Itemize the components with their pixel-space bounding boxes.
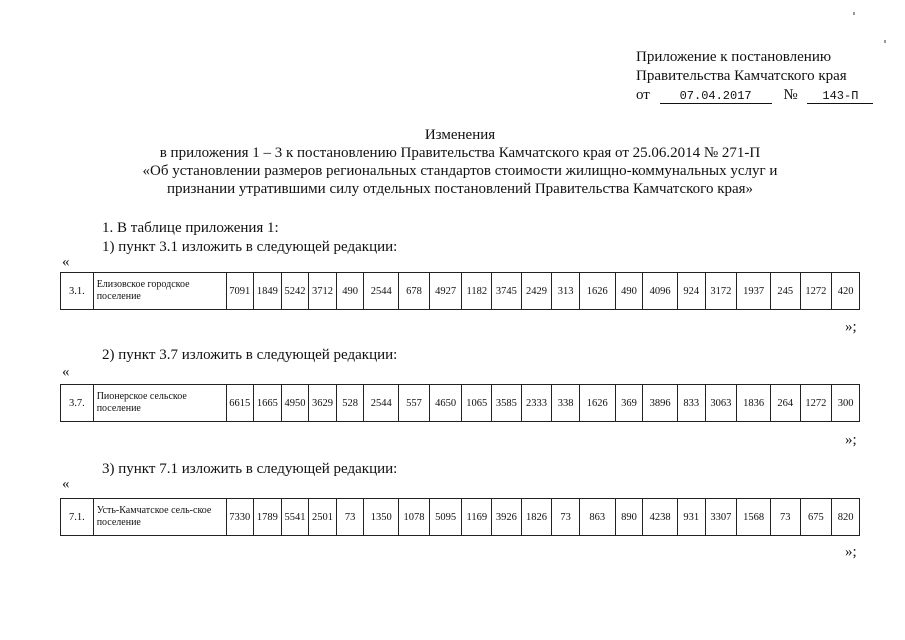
value-cell: 4238 — [643, 499, 678, 536]
value-cell: 1826 — [521, 499, 552, 536]
value-cell: 4927 — [429, 273, 462, 310]
section-intro: 1. В таблице приложения 1: — [102, 220, 279, 236]
value-cell: 3063 — [705, 385, 737, 422]
value-cell: 1065 — [462, 385, 492, 422]
value-cell: 3745 — [492, 273, 522, 310]
value-cell: 3926 — [492, 499, 522, 536]
value-cell: 73 — [770, 499, 800, 536]
header-line-2: Правительства Камчатского края — [636, 68, 847, 84]
number-label: № — [783, 87, 798, 103]
value-cell: 2429 — [521, 273, 552, 310]
title-heading: Изменения — [424, 127, 496, 143]
value-cell: 1182 — [462, 273, 492, 310]
close-quote: »; — [845, 544, 857, 560]
title-line-1: в приложения 1 – 3 к постановлению Правительства Камчатского края от 25.06.2014 № 271-П — [159, 145, 761, 161]
value-cell: 1626 — [579, 273, 615, 310]
number-field: 143-П — [807, 89, 873, 104]
value-cell: 931 — [677, 499, 705, 536]
settlement-name: Елизовское городское поселение — [93, 273, 226, 310]
document-header — [636, 48, 873, 105]
value-cell: 1626 — [579, 385, 615, 422]
item-instruction: 3) пункт 7.1 изложить в следующей редакции: — [102, 461, 398, 477]
open-quote: « — [62, 364, 70, 380]
value-cell: 313 — [552, 273, 580, 310]
value-cell: 7330 — [226, 499, 254, 536]
value-cell: 420 — [832, 273, 860, 310]
data-table — [60, 384, 860, 422]
value-cell: 4650 — [429, 385, 462, 422]
scan-mark — [884, 40, 886, 43]
value-cell: 1789 — [254, 499, 282, 536]
value-cell: 3585 — [492, 385, 522, 422]
open-quote: « — [62, 476, 70, 492]
value-cell: 7091 — [226, 273, 254, 310]
row-number: 3.7. — [61, 385, 94, 422]
item-instruction: 1) пункт 3.1 изложить в следующей редакции: — [102, 239, 398, 255]
document-title — [60, 126, 860, 198]
data-table — [60, 498, 860, 536]
value-cell: 1350 — [364, 499, 399, 536]
title-line-2: «Об установлении размеров региональных стандартов стоимости жилищно-коммунальных услуг и — [142, 163, 778, 179]
value-cell: 2333 — [521, 385, 552, 422]
value-cell: 1078 — [399, 499, 430, 536]
title-line-3: признании утратившими силу отдельных постановлений Правительства Камчатского края» — [166, 181, 754, 197]
settlement-name: Усть-Камчатское сель-ское поселение — [93, 499, 226, 536]
value-cell: 1937 — [737, 273, 771, 310]
value-cell: 3896 — [643, 385, 678, 422]
value-cell: 490 — [336, 273, 364, 310]
item-instruction: 2) пункт 3.7 изложить в следующей редакции: — [102, 347, 398, 363]
value-cell: 2501 — [309, 499, 337, 536]
open-quote: « — [62, 254, 70, 270]
value-cell: 300 — [832, 385, 860, 422]
value-cell: 833 — [677, 385, 705, 422]
value-cell: 1272 — [800, 273, 832, 310]
value-cell: 2544 — [364, 385, 399, 422]
value-cell: 528 — [336, 385, 364, 422]
value-cell: 675 — [800, 499, 832, 536]
value-cell: 1272 — [800, 385, 832, 422]
value-cell: 3712 — [309, 273, 337, 310]
row-number: 3.1. — [61, 273, 94, 310]
settlement-name: Пионерское сельское поселение — [93, 385, 226, 422]
value-cell: 73 — [336, 499, 364, 536]
value-cell: 557 — [399, 385, 430, 422]
value-cell: 2544 — [364, 273, 399, 310]
value-cell: 3172 — [705, 273, 737, 310]
value-cell: 5541 — [281, 499, 309, 536]
value-cell: 1836 — [737, 385, 771, 422]
date-field: 07.04.2017 — [660, 89, 772, 104]
scan-mark — [853, 12, 855, 15]
row-number: 7.1. — [61, 499, 94, 536]
value-cell: 1169 — [462, 499, 492, 536]
from-label: от — [636, 87, 650, 103]
value-cell: 6615 — [226, 385, 254, 422]
close-quote: »; — [845, 432, 857, 448]
value-cell: 1665 — [254, 385, 282, 422]
close-quote: »; — [845, 319, 857, 335]
value-cell: 1849 — [254, 273, 282, 310]
value-cell: 863 — [579, 499, 615, 536]
value-cell: 73 — [552, 499, 580, 536]
value-cell: 1568 — [737, 499, 771, 536]
value-cell: 245 — [770, 273, 800, 310]
value-cell: 4950 — [281, 385, 309, 422]
value-cell: 5242 — [281, 273, 309, 310]
value-cell: 490 — [615, 273, 643, 310]
value-cell: 338 — [552, 385, 580, 422]
value-cell: 4096 — [643, 273, 678, 310]
table-row — [61, 273, 860, 310]
value-cell: 5095 — [429, 499, 462, 536]
value-cell: 678 — [399, 273, 430, 310]
data-table — [60, 272, 860, 310]
value-cell: 3629 — [309, 385, 337, 422]
value-cell: 820 — [832, 499, 860, 536]
value-cell: 264 — [770, 385, 800, 422]
value-cell: 890 — [615, 499, 643, 536]
value-cell: 3307 — [705, 499, 737, 536]
header-line-1: Приложение к постановлению — [636, 49, 832, 65]
value-cell: 369 — [615, 385, 643, 422]
table-row — [61, 499, 860, 536]
header-line-3 — [636, 86, 873, 105]
value-cell: 924 — [677, 273, 705, 310]
table-row — [61, 385, 860, 422]
